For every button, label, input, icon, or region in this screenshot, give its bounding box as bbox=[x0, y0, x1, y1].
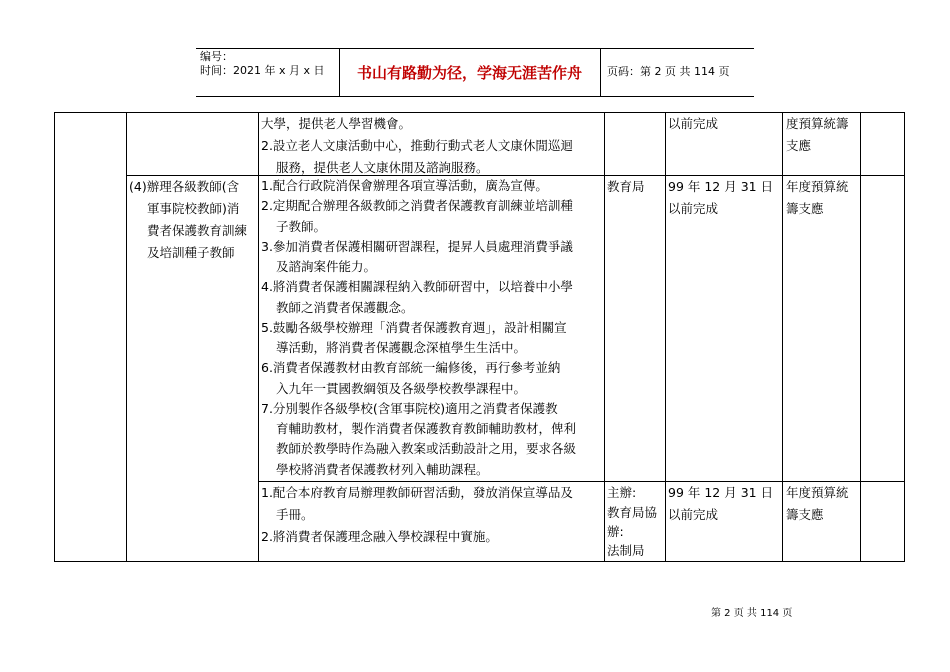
measure-line: 2.設立老人文康活動中心，推動行動式老人文康休閒巡迴 bbox=[261, 138, 573, 153]
budget-cell: 度預算統籌 bbox=[786, 116, 849, 131]
motto: 书山有路勤为径，学海无涯苦作舟 bbox=[356, 64, 582, 82]
measure-line: 教師於教學時作為融入教案或活動設計之用，要求各級 bbox=[276, 441, 577, 457]
measure-line: 6.消費者保護教材由教育部統一編修後，再行參考並納 bbox=[261, 360, 561, 376]
measure-line: 大學，提供老人學習機會。 bbox=[261, 116, 412, 131]
header-top-rule bbox=[196, 48, 754, 49]
measure-line: 2.將消費者保護理念融入學校課程中實施。 bbox=[261, 529, 498, 544]
measure-line: 2.定期配合辦理各級教師之消費者保護教育訓練並培訓種 bbox=[261, 198, 573, 214]
measure-line: 育輔助教材，製作消費者保護教育教師輔助教材，俾利 bbox=[276, 421, 577, 437]
budget-cell: 年度預算統 bbox=[786, 485, 849, 500]
deadline-cell: 99 年 12 月 31 日 bbox=[668, 485, 774, 500]
deadline-cell: 99 年 12 月 31 日 bbox=[668, 179, 774, 194]
measure-line: 4.將消費者保護相關課程納入教師研習中，以培養中小學 bbox=[261, 279, 573, 295]
measure-line: 5.鼓勵各級學校辦理「消費者保護教育週」，設計相關宣 bbox=[261, 319, 567, 335]
code-label: 编号： bbox=[200, 50, 233, 63]
measure-line: 3.參加消費者保護相關研習課程，提昇人員處理消費爭議 bbox=[261, 238, 573, 254]
agency-cell: 主辦: bbox=[607, 485, 637, 500]
agency-cell: 教育局協 bbox=[607, 505, 658, 520]
agency-cell: 法制局 bbox=[607, 543, 645, 558]
header-divider bbox=[600, 48, 601, 96]
deadline-cell: 以前完成 bbox=[668, 507, 719, 522]
measure-line: 1.配合行政院消保會辦理各項宣導活動，廣為宣傳。 bbox=[261, 178, 548, 193]
item-title: 費者保護教育訓練 bbox=[147, 223, 248, 238]
budget-cell: 支應 bbox=[786, 138, 812, 153]
budget-cell: 籌支應 bbox=[786, 507, 824, 522]
measure-line: 手冊。 bbox=[276, 507, 314, 522]
page-footer: 第 2 页 共 114 页 bbox=[711, 608, 793, 619]
measure-line: 7.分別製作各級學校(含軍事院校)適用之消費者保護教 bbox=[261, 400, 558, 416]
measure-line: 教師之消費者保護觀念。 bbox=[276, 299, 414, 315]
header-bottom-rule bbox=[196, 96, 754, 97]
measure-line: 學校將消費者保護教材列入輔助課程。 bbox=[276, 461, 489, 477]
deadline-cell: 以前完成 bbox=[668, 201, 719, 216]
measure-line: 入九年一貫國教綱領及各級學校教學課程中。 bbox=[276, 380, 527, 396]
time-label: 时间：2021 年 x 月 x 日 bbox=[200, 64, 325, 77]
measure-line: 及諮詢案件能力。 bbox=[276, 259, 377, 275]
item-title: 及培訓種子教師 bbox=[147, 245, 235, 260]
measure-line: 服務，提供老人文康休閒及諮詢服務。 bbox=[276, 160, 489, 175]
measure-line: 1.配合本府教育局辦理教師研習活動，發放消保宣導品及 bbox=[261, 485, 573, 500]
measure-line: 子教師。 bbox=[276, 218, 327, 234]
agency-cell: 辦: bbox=[607, 524, 624, 539]
deadline-cell: 以前完成 bbox=[668, 116, 719, 131]
page-label: 页码：第 2 页 共 114 页 bbox=[607, 65, 730, 78]
item-title: 軍事院校教師)消 bbox=[147, 201, 240, 216]
budget-cell: 年度預算統 bbox=[786, 179, 849, 194]
measure-line: 導活動，將消費者保護觀念深植學生生活中。 bbox=[276, 340, 527, 356]
budget-cell: 籌支應 bbox=[786, 201, 824, 216]
item-title: (4)辦理各級教師(含 bbox=[129, 179, 240, 194]
agency-cell: 教育局 bbox=[607, 179, 645, 194]
